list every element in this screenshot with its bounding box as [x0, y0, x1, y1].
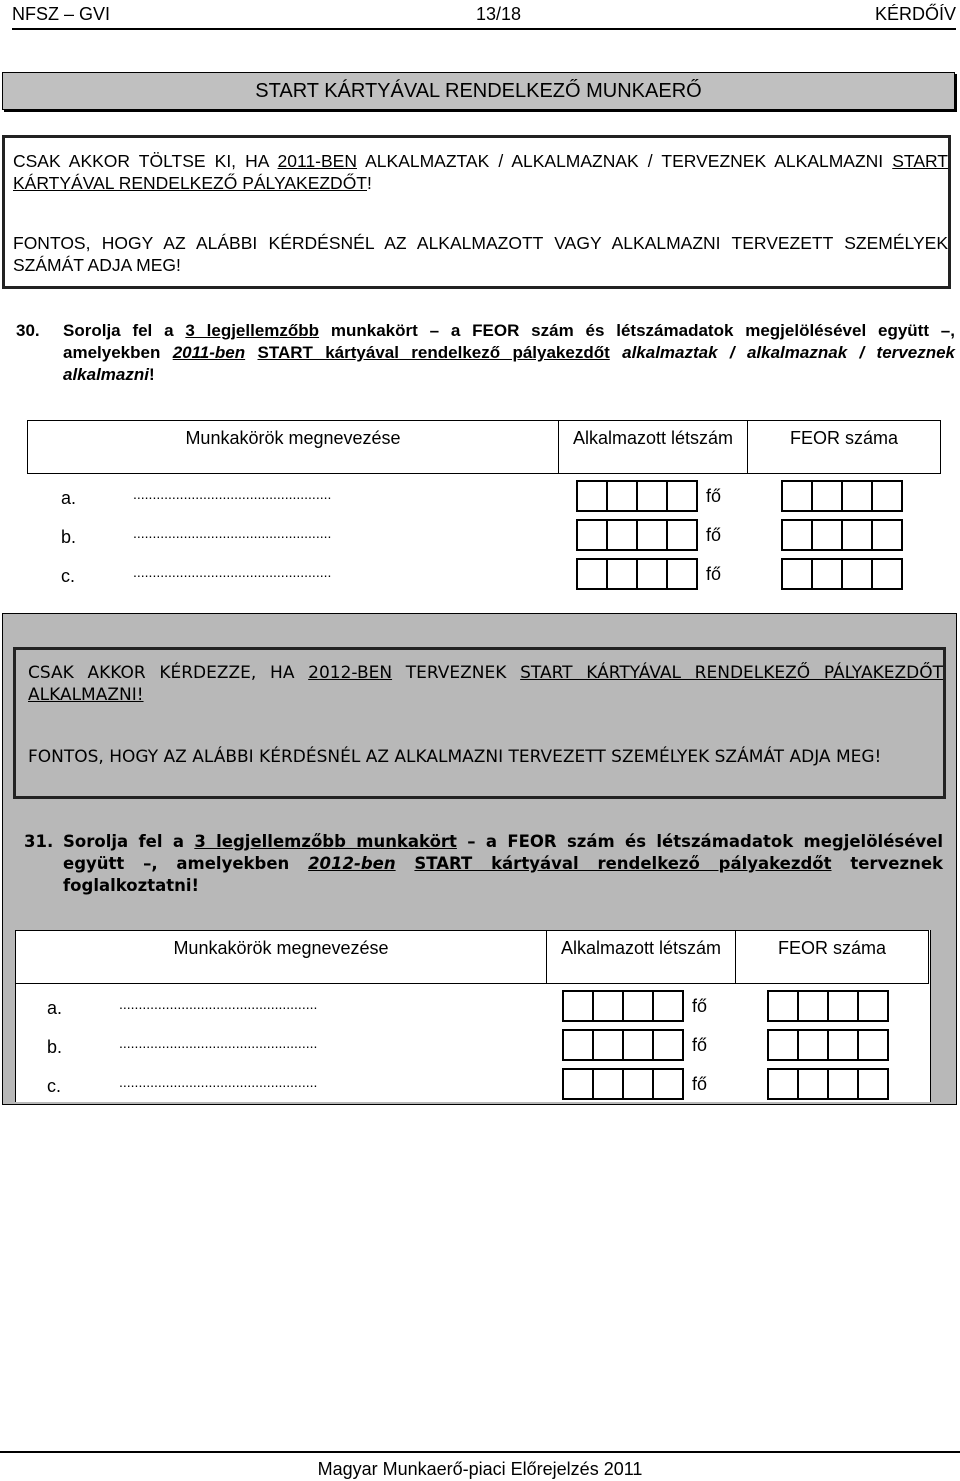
feor-digit-box[interactable]	[827, 1029, 859, 1061]
instruction-box-2012	[13, 647, 946, 799]
row-label: c.	[47, 1076, 62, 1096]
section-title: START KÁRTYÁVAL RENDELKEZŐ MUNKAERŐ	[2, 72, 955, 110]
col-headcount: Alkalmazott létszám	[547, 931, 736, 984]
headcount-digit-box[interactable]	[576, 519, 608, 551]
feor-digit-box[interactable]	[811, 480, 843, 512]
headcount-digit-box[interactable]	[592, 1029, 624, 1061]
job-table-31-header	[15, 930, 929, 984]
col-job-title: Munkakörök megnevezése	[16, 931, 547, 984]
feor-digit-box[interactable]	[797, 1068, 829, 1100]
unit-label: fő	[706, 525, 722, 545]
headcount-digit-box[interactable]	[666, 480, 698, 512]
job-title-field[interactable]: ...................................................	[119, 1035, 318, 1051]
headcount-digit-box[interactable]	[576, 558, 608, 590]
job-row	[0, 480, 960, 519]
job-title-field[interactable]: ...................................................	[133, 564, 332, 580]
feor-digit-box[interactable]	[857, 1029, 889, 1061]
page-footer: Magyar Munkaerő-piaci Előrejelzés 2011	[0, 1451, 960, 1480]
job-rows-30	[0, 480, 960, 590]
unit-label: fő	[692, 1035, 708, 1055]
instruction-line-2: FONTOS, HOGY AZ ALÁBBI KÉRDÉSNÉL AZ ALKALMAZOTT VAGY ALKALMAZNI TERVEZETT SZEMÉLYEK SZÁMÁT ADJA MEG!	[13, 233, 948, 275]
headcount-digit-box[interactable]	[606, 480, 638, 512]
job-row	[0, 519, 960, 558]
job-rows-31	[0, 990, 960, 1100]
col-feor: FEOR száma	[748, 421, 941, 474]
headcount-digit-box[interactable]	[576, 480, 608, 512]
headcount-digit-box[interactable]	[636, 519, 668, 551]
feor-digit-box[interactable]	[857, 990, 889, 1022]
job-table-30-header	[27, 420, 941, 474]
headcount-digit-box[interactable]	[622, 1029, 654, 1061]
row-label: a.	[61, 488, 77, 508]
feor-digit-box[interactable]	[797, 1029, 829, 1061]
feor-digit-box[interactable]	[841, 558, 873, 590]
feor-digit-box[interactable]	[767, 990, 799, 1022]
feor-digit-box[interactable]	[781, 519, 813, 551]
headcount-digit-box[interactable]	[622, 990, 654, 1022]
headcount-digit-box[interactable]	[562, 990, 594, 1022]
header-right: KÉRDŐÍV	[874, 4, 956, 24]
headcount-digit-box[interactable]	[622, 1068, 654, 1100]
headcount-digit-box[interactable]	[636, 558, 668, 590]
job-title-field[interactable]: ...................................................	[119, 1074, 318, 1090]
headcount-digit-box[interactable]	[652, 1029, 684, 1061]
unit-label: fő	[692, 1074, 708, 1094]
feor-digit-box[interactable]	[811, 519, 843, 551]
feor-digit-box[interactable]	[841, 519, 873, 551]
feor-digit-box[interactable]	[857, 1068, 889, 1100]
instruction-line-1: CSAK AKKOR TÖLTSE KI, HA 2011-BEN ALKALMAZTAK / ALKALMAZNAK / TERVEZNEK ALKALMAZNI START KÁRTYÁVAL RENDELKEZŐ PÁLYAKEZDŐT!	[13, 151, 948, 193]
page-header	[12, 0, 956, 30]
feor-digit-box[interactable]	[871, 480, 903, 512]
job-row	[0, 1029, 960, 1068]
headcount-digit-box[interactable]	[606, 558, 638, 590]
header-left: NFSZ – GVI	[12, 4, 111, 24]
headcount-digit-box[interactable]	[666, 558, 698, 590]
headcount-digit-box[interactable]	[562, 1029, 594, 1061]
job-row	[0, 1068, 960, 1107]
job-title-field[interactable]: ...................................................	[133, 525, 332, 541]
row-label: b.	[61, 527, 77, 547]
feor-digit-box[interactable]	[767, 1068, 799, 1100]
headcount-digit-box[interactable]	[652, 1068, 684, 1100]
feor-digit-box[interactable]	[827, 990, 859, 1022]
col-job-title: Munkakörök megnevezése	[28, 421, 559, 474]
headcount-digit-box[interactable]	[592, 1068, 624, 1100]
headcount-digit-box[interactable]	[592, 990, 624, 1022]
feor-digit-box[interactable]	[781, 558, 813, 590]
instruction-box-2011	[2, 135, 951, 289]
row-label: b.	[47, 1037, 63, 1057]
headcount-digit-box[interactable]	[562, 1068, 594, 1100]
col-headcount: Alkalmazott létszám	[559, 421, 748, 474]
question-30-text: Sorolja fel a 3 legjellemzőbb munkakört – a FEOR szám és létszámadatok megjelölésével együtt –, amelyekben 2011-ben START kártyával rendelkező pályakezdőt alkalmaztak / alkalmaznak / terveznek alkalmazni!	[63, 321, 955, 384]
feor-digit-box[interactable]	[841, 480, 873, 512]
feor-digit-box[interactable]	[811, 558, 843, 590]
question-31-number: 31.	[24, 832, 54, 851]
feor-digit-box[interactable]	[797, 990, 829, 1022]
feor-digit-box[interactable]	[781, 480, 813, 512]
job-title-field[interactable]: ...................................................	[119, 996, 318, 1012]
instruction-2012-line-2: FONTOS, HOGY AZ ALÁBBI KÉRDÉSNÉL AZ ALKALMAZNI TERVEZETT SZEMÉLYEK SZÁMÁT ADJA MEG!	[28, 747, 882, 767]
unit-label: fő	[706, 564, 722, 584]
unit-label: fő	[692, 996, 708, 1016]
headcount-digit-box[interactable]	[636, 480, 668, 512]
col-feor: FEOR száma	[736, 931, 929, 984]
headcount-digit-box[interactable]	[666, 519, 698, 551]
question-30-number: 30.	[16, 321, 40, 340]
feor-digit-box[interactable]	[827, 1068, 859, 1100]
question-31-text: Sorolja fel a 3 legjellemzőbb munkakört – a FEOR szám és létszámadatok megjelölésével együtt –, amelyekben 2012-ben START kártyával rendelkező pályakezdőt terveznek foglalkoztatni!	[63, 832, 944, 895]
row-label: c.	[61, 566, 76, 586]
headcount-digit-box[interactable]	[606, 519, 638, 551]
feor-digit-box[interactable]	[767, 1029, 799, 1061]
headcount-digit-box[interactable]	[652, 990, 684, 1022]
unit-label: fő	[706, 486, 722, 506]
row-label: a.	[47, 998, 63, 1018]
feor-digit-box[interactable]	[871, 558, 903, 590]
header-page-number: 13/18	[476, 4, 522, 24]
feor-digit-box[interactable]	[871, 519, 903, 551]
instruction-2012-line-1: CSAK AKKOR KÉRDEZZE, HA 2012-BEN TERVEZNEK START KÁRTYÁVAL RENDELKEZŐ PÁLYAKEZDŐT ALKALMAZNI!	[28, 663, 943, 705]
job-row	[0, 990, 960, 1029]
job-title-field[interactable]: ...................................................	[133, 486, 332, 502]
job-row	[0, 558, 960, 597]
